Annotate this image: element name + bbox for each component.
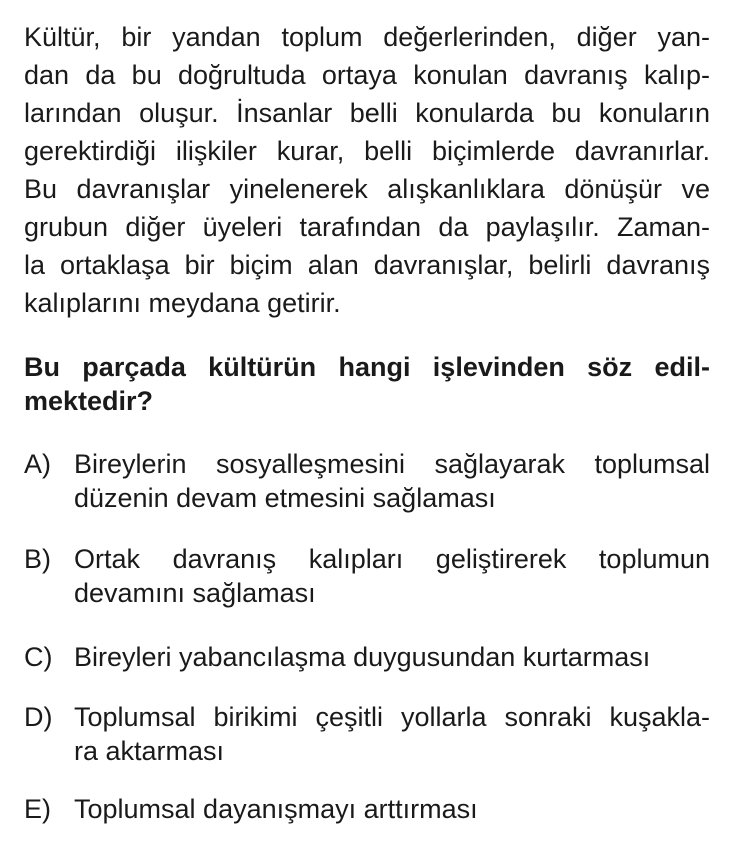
option-line: Toplumsal birikimi çeşitli yollarla sonraki kuşakla- — [74, 702, 710, 732]
passage-line: la ortaklaşa bir biçim alan davranışlar, belirli davranış — [24, 250, 710, 280]
option-letter: C) — [24, 642, 53, 672]
passage — [24, 20, 710, 330]
option-line: devamını sağlaması — [74, 578, 316, 608]
passage-line: gerektirdiği ilişkiler kurar, belli biçimlerde davranırlar. — [24, 136, 710, 166]
passage-line: kalıplarını meydana getirir. — [24, 288, 341, 318]
option-text — [74, 447, 710, 515]
passage-line: Bu davranışlar yinelenerek alışkanlıklara dönüşür ve — [24, 174, 710, 204]
option-line: düzenin devam etmesini sağlaması — [74, 483, 496, 513]
option-line: Bireyleri yabancılaşma duygusundan kurtarması — [74, 642, 651, 672]
passage-line: larından oluşur. İnsanlar belli konularda bu konuların — [24, 98, 710, 128]
question-page — [24, 20, 710, 824]
option-letter: B) — [24, 544, 51, 574]
option-line: Ortak davranış kalıpları geliştirerek toplumun — [74, 544, 710, 574]
question-line: Bu parçada kültürün hangi işlevinden söz edil- — [24, 352, 710, 382]
option-text — [74, 700, 710, 768]
question-line: mektedir? — [24, 386, 154, 416]
option-text — [74, 542, 710, 610]
passage-line: Kültür, bir yandan toplum değerlerinden, diğer yan- — [24, 22, 710, 52]
option-letter: E) — [24, 794, 51, 824]
option-text — [74, 640, 710, 674]
question-stem — [24, 350, 710, 418]
option-letter: A) — [24, 449, 51, 479]
passage-line: dan da bu doğrultuda ortaya konulan davranış kalıp- — [24, 60, 710, 90]
passage-line: grubun diğer üyeleri tarafından da paylaşılır. Zaman- — [24, 212, 710, 242]
option-line: Bireylerin sosyalleşmesini sağlayarak toplumsal — [74, 449, 710, 479]
option-line: ra aktarması — [74, 736, 225, 766]
option-letter: D) — [24, 702, 53, 732]
option-text — [74, 792, 710, 826]
option-line: Toplumsal dayanışmayı arttırması — [74, 794, 478, 824]
